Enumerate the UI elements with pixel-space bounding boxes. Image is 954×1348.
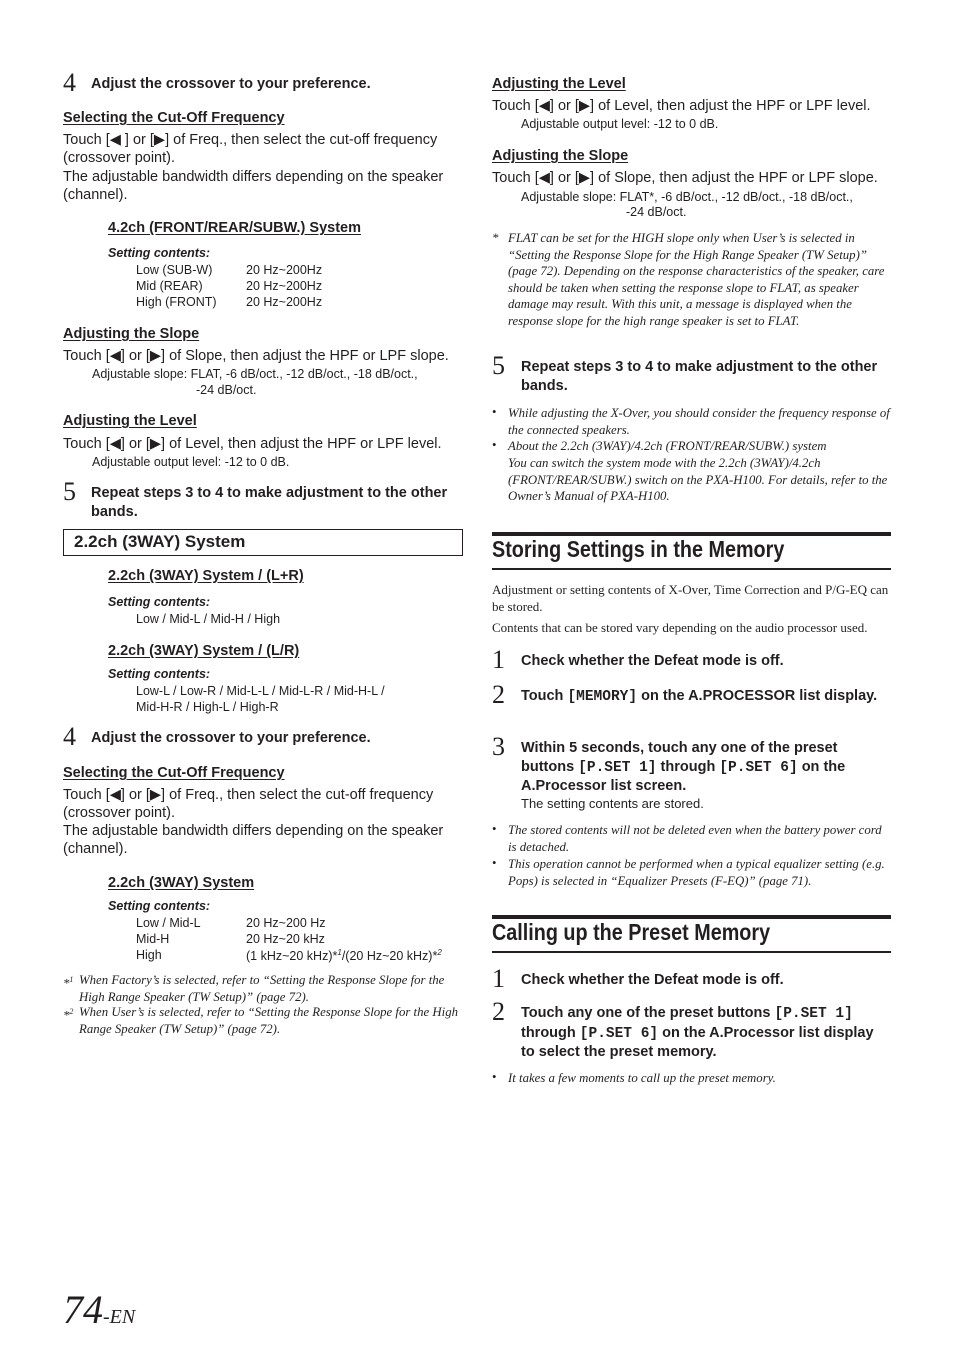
small-text: Mid-H-R / High-L / High-R xyxy=(136,700,279,714)
body-text: Touch [◀] or [▶] of Slope, then adjust the HPF or LPF slope. xyxy=(63,348,449,364)
table-cell: Mid (REAR) xyxy=(136,279,203,293)
small-text: Low / Mid-L / Mid-H / High xyxy=(136,612,281,626)
intro-text: Adjustment or setting contents of X-Over, Time Correction and P/G-EQ can be stored. xyxy=(492,582,889,614)
step-number: 1 xyxy=(492,964,505,993)
subheading-cutoff: Selecting the Cut-Off Frequency xyxy=(63,765,285,781)
body-text: Touch [◀] or [▶] of Freq., then select the cut-off frequency (crossover point). xyxy=(63,787,434,821)
step-text: Adjust the crossover to your preference. xyxy=(91,76,371,92)
body-text: Touch [◀] or [▶] of Level, then adjust the HPF or LPF level. xyxy=(63,436,442,452)
subheading-22ch-system: 2.2ch (3WAY) System xyxy=(108,875,255,891)
page-number-suffix: -EN xyxy=(103,1306,136,1328)
small-text: -24 dB/oct. xyxy=(196,383,257,397)
intro-text: Contents that can be stored vary depending on the audio processor used. xyxy=(492,620,868,635)
step-text: Adjust the crossover to your preference. xyxy=(91,730,371,746)
table-cell: 20 Hz~200Hz xyxy=(246,263,323,277)
subheading-level: Adjusting the Level xyxy=(63,413,197,429)
page-number-value: 74 xyxy=(63,1287,103,1332)
high-range-a: (1 kHz~20 kHz)* xyxy=(246,949,338,964)
memory-button-label: [MEMORY] xyxy=(567,689,638,705)
result-text: The setting contents are stored. xyxy=(521,796,704,811)
pset6-button-label: [P.SET 6] xyxy=(579,1025,659,1042)
step-number: 4 xyxy=(63,68,76,97)
step-number: 2 xyxy=(492,997,505,1026)
page-number xyxy=(63,1286,135,1333)
bullet: • xyxy=(492,1070,497,1084)
step-number: 3 xyxy=(492,732,505,761)
step-text: Repeat steps 3 to 4 to make adjustment to the other bands. xyxy=(521,359,878,394)
table-cell: Mid-H xyxy=(136,932,170,946)
table-cell: High xyxy=(136,948,162,962)
subheading-slope: Adjusting the Slope xyxy=(63,326,200,342)
subheading-slope: Adjusting the Slope xyxy=(492,148,629,164)
step-number: 4 xyxy=(63,722,76,751)
table-cell: 20 Hz~200Hz xyxy=(246,279,323,293)
bullet: • xyxy=(492,856,497,870)
settings-table xyxy=(136,262,436,310)
pset1-button-label: [P.SET 1] xyxy=(578,759,657,776)
step-text: Repeat steps 3 to 4 to make adjustment to the other bands. xyxy=(91,485,448,520)
bullet-text: While adjusting the X-Over, you should consider the frequency response of the connected speakers. xyxy=(508,406,890,437)
setting-contents-label: Setting contents: xyxy=(108,595,211,609)
bullet: • xyxy=(492,438,497,452)
bullet-text: You can switch the system mode with the 2.2ch (3WAY)/4.2ch (FRONT/REAR/SUBW.) switch on the PXA-H100. For details, refer to the Owner’s Manual of PXA-H100. xyxy=(508,456,888,503)
high-range-b: /(20 Hz~20 kHz)* xyxy=(341,949,438,964)
step-text: Check whether the Defeat mode is off. xyxy=(521,972,784,988)
section-rule xyxy=(492,568,891,570)
section-title-storing: Storing Settings in the Memory xyxy=(492,536,785,562)
subheading-lr-plus: 2.2ch (3WAY) System / (L+R) xyxy=(108,568,304,584)
small-text: Adjustable slope: FLAT, -6 dB/oct., -12 dB/oct., -18 dB/oct., xyxy=(92,367,418,381)
footnote-mark: *$^2$ xyxy=(63,1007,74,1023)
bullet-text: This operation cannot be performed when a typical equalizer setting (e.g. Pops) is selected in “Equalizer Presets (F-EQ)” (page 71). xyxy=(508,857,885,888)
table-cell: High (FRONT) xyxy=(136,295,217,309)
footnote-text: When Factory’s is selected, refer to “Setting the Response Slope for the High Range Speaker (TW Setup)” (page 72). xyxy=(79,973,445,1004)
table-cell: 20 Hz~200Hz xyxy=(246,295,323,309)
bullet-text: The stored contents will not be deleted even when the battery power cord is detached. xyxy=(508,823,882,854)
subheading-lr-slash: 2.2ch (3WAY) System / (L/R) xyxy=(108,643,300,659)
step-number: 2 xyxy=(492,680,505,709)
table-cell: Low / Mid-L xyxy=(136,916,201,930)
settings-table xyxy=(136,915,466,965)
small-text: Adjustable output level: -12 to 0 dB. xyxy=(521,117,719,131)
bullet: • xyxy=(492,822,497,836)
footnote-ref: 2 xyxy=(437,948,442,957)
step-number: 1 xyxy=(492,645,505,674)
table-cell: Low (SUB-W) xyxy=(136,263,213,277)
small-text: Adjustable slope: FLAT*, -6 dB/oct., -12 dB/oct., -18 dB/oct., xyxy=(521,190,853,204)
body-text: Touch [◀] or [▶] of Slope, then adjust the HPF or LPF slope. xyxy=(492,170,878,186)
small-text: Adjustable output level: -12 to 0 dB. xyxy=(92,455,290,469)
footnote-text: When User’s is selected, refer to “Setting the Response Slope for the High Range Speaker (TW Setup)” (page 72). xyxy=(79,1005,458,1036)
table-cell xyxy=(246,945,442,964)
note-text: FLAT can be set for the HIGH slope only when User’s is selected in “Setting the Response Slope for the High Range Speaker (TW Setup)” (page 72). Depending on the response characteristics of the speaker, care should be taken when setting the response slope to FLAT, as speaker damage may result. With this unit, a message is displayed when the response slope for the high range speaker is set to FLAT. xyxy=(508,231,885,328)
boxed-heading: 2.2ch (3WAY) System xyxy=(63,529,463,556)
body-text: Touch [◀ ] or [▶] of Freq., then select the cut-off frequency (crossover point). xyxy=(63,132,438,166)
section-title-calling: Calling up the Preset Memory xyxy=(492,919,771,945)
body-text: The adjustable bandwidth differs depending on the speaker (channel). xyxy=(63,823,444,857)
bullet-text: About the 2.2ch (3WAY)/4.2ch (FRONT/REAR/SUBW.) system xyxy=(508,439,827,453)
table-cell: 20 Hz~200 Hz xyxy=(246,916,326,930)
small-text: Low-L / Low-R / Mid-L-L / Mid-L-R / Mid-H-L / xyxy=(136,684,385,698)
body-text: The adjustable bandwidth differs depending on the speaker (channel). xyxy=(63,169,444,203)
step-text: Touch any one of the preset buttons [P.SET 1] through [P.SET 6] on the A.Processor list display to select the preset memory. xyxy=(521,1005,874,1060)
footnote-mark: *$^1$ xyxy=(63,975,74,991)
pset6-button-label: [P.SET 6] xyxy=(719,759,798,776)
step-text: Check whether the Defeat mode is off. xyxy=(521,653,784,669)
footnote-ref: 1 xyxy=(337,948,342,957)
setting-contents-label: Setting contents: xyxy=(108,899,211,913)
note-mark: * xyxy=(492,231,499,245)
step-text: Within 5 seconds, touch any one of the preset buttons [P.SET 1] through [P.SET 6] on the A.Processor list screen. xyxy=(521,740,846,794)
setting-contents-label: Setting contents: xyxy=(108,246,211,260)
subheading-level: Adjusting the Level xyxy=(492,76,626,92)
small-text: -24 dB/oct. xyxy=(626,205,687,219)
body-text: Touch [◀] or [▶] of Level, then adjust the HPF or LPF level. xyxy=(492,98,871,114)
bullet: • xyxy=(492,405,497,419)
step-number: 5 xyxy=(63,477,76,506)
bullet-text: It takes a few moments to call up the preset memory. xyxy=(508,1071,776,1085)
section-rule xyxy=(492,951,891,953)
pset1-button-label: [P.SET 1] xyxy=(774,1006,853,1022)
step-number: 5 xyxy=(492,351,505,380)
subheading-42ch-system: 4.2ch (FRONT/REAR/SUBW.) System xyxy=(108,220,361,236)
setting-contents-label: Setting contents: xyxy=(108,667,211,681)
step-text: Touch [MEMORY] on the A.PROCESSOR list display. xyxy=(521,688,878,705)
subheading-cutoff: Selecting the Cut-Off Frequency xyxy=(63,110,285,126)
table-cell: 20 Hz~20 kHz xyxy=(246,932,325,946)
